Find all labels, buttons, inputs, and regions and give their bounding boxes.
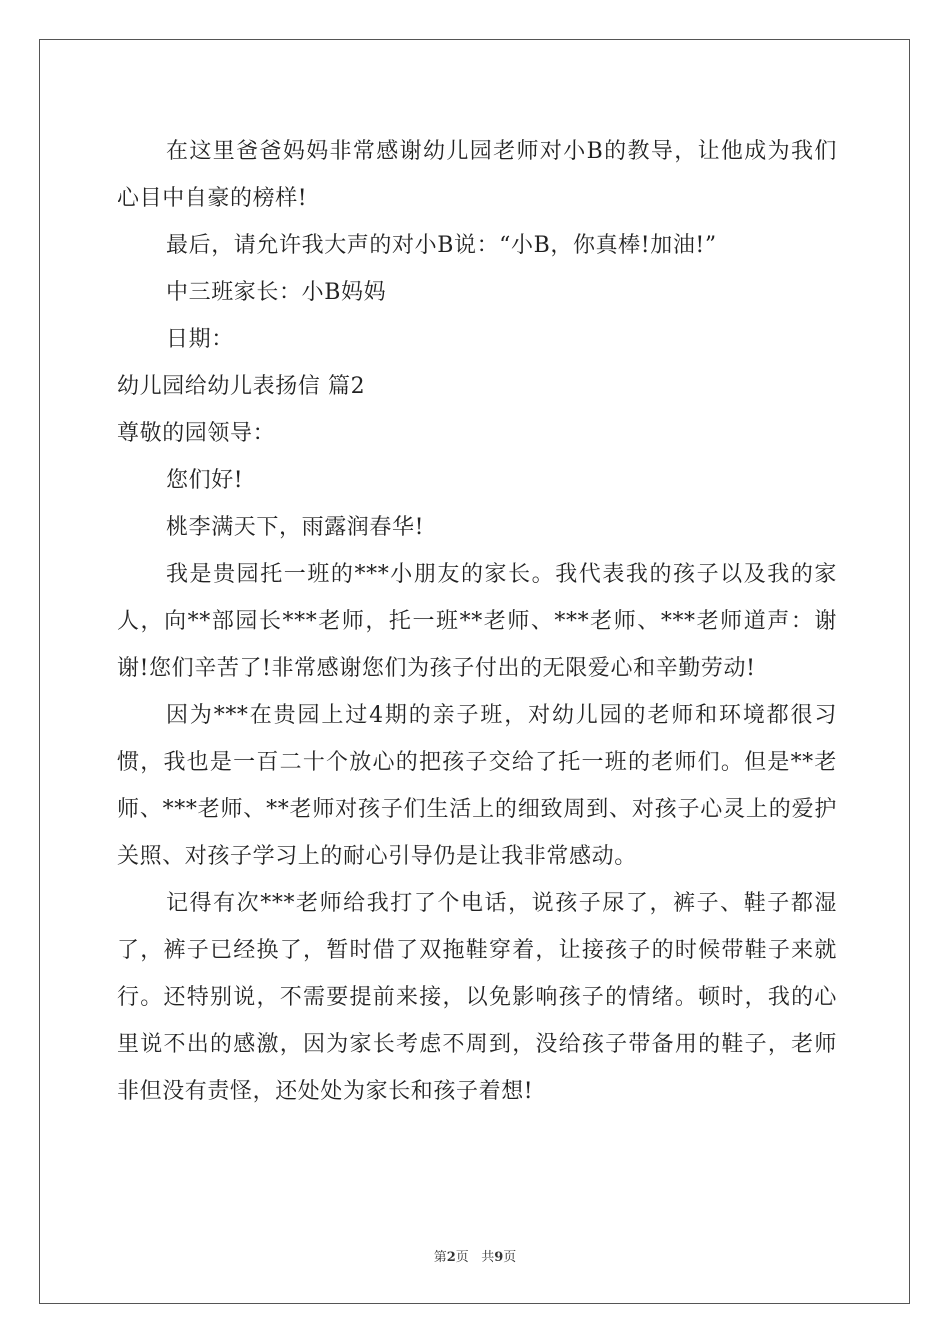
footer-total-prefix: 共 bbox=[481, 1250, 495, 1265]
date-line: 日期： bbox=[166, 327, 234, 352]
paragraph: 最后，请允许我大声的对小B说：“小B，你真棒!加油!” bbox=[166, 233, 717, 258]
signature-line: 中三班家长：小B妈妈 bbox=[166, 280, 387, 305]
salutation: 尊敬的园领导： bbox=[117, 421, 276, 446]
page-footer bbox=[0, 1246, 950, 1265]
paragraph: 在这里爸爸妈妈非常感谢幼儿园老师对小B的教导，让他成为我们心目中自豪的榜样! bbox=[117, 139, 837, 211]
current-page-number: 2 bbox=[446, 1250, 456, 1265]
footer-prefix: 第 bbox=[433, 1250, 447, 1265]
paragraph: 因为***在贵园上过4期的亲子班，对幼儿园的老师和环境都很习惯，我也是一百二十个放心的把孩子交给了托一班的老师们。但是**老师、***老师、**老师对孩子们生活上的细致周到、对孩子心灵上的爱护关照、对孩子学习上的耐心引导仍是让我非常感动。 bbox=[117, 703, 837, 869]
document-body bbox=[117, 128, 837, 1115]
total-page-count: 9 bbox=[494, 1250, 504, 1265]
paragraph: 我是贵园托一班的***小朋友的家长。我代表我的孩子以及我的家人，向**部园长***老师，托一班**老师、***老师、***老师道声：谢谢!您们辛苦了!非常感谢您们为孩子付出的无限爱心和辛勤劳动! bbox=[117, 562, 837, 681]
section-heading: 幼儿园给幼儿表扬信 篇2 bbox=[117, 374, 366, 399]
paragraph: 记得有次***老师给我打了个电话，说孩子尿了，裤子、鞋子都湿了，裤子已经换了，暂时借了双拖鞋穿着，让接孩子的时候带鞋子来就行。还特别说，不需要提前来接，以免影响孩子的情绪。顿时，我的心里说不出的感激，因为家长考虑不周到，没给孩子带备用的鞋子，老师非但没有责怪，还处处为家长和孩子着想! bbox=[117, 891, 837, 1104]
greeting: 您们好! bbox=[166, 468, 244, 493]
paragraph: 桃李满天下，雨露润春华! bbox=[166, 515, 425, 540]
footer-page-suffix: 页 bbox=[455, 1250, 469, 1265]
footer-total-suffix: 页 bbox=[503, 1250, 517, 1265]
